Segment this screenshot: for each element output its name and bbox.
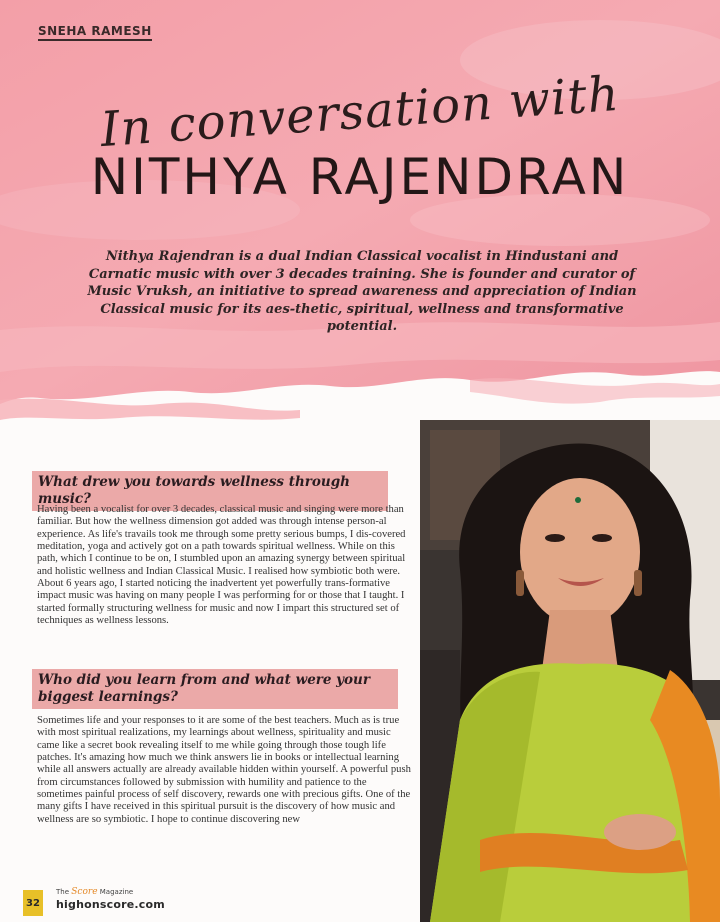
magazine-prefix: The: [56, 888, 70, 896]
answer-paragraph-1: Having been a vocalist for over 3 decades, classical music and singing were more than familiar. But how the wellness dimension got added was through intense person-al experience. As life's travails took me through some pretty serious bumps, I dis-covered meditation, yoga and actively got on a path towards spiritual wellness. While on this path, which I continue to be on, I stumbled upon an amazing synergy between spiritual and holistic wellness and Indian Classical Music. I realised how symbiotic both were. About 6 years ago, I started noticing the inadvertent yet powerfully trans-formative impact music was having on many people I was performing for or those that I taught. I started formally structuring wellness for music and now I impart this structured set of techniques as wellness lessons.: [37, 504, 406, 627]
website-link[interactable]: highonscore.com: [56, 898, 165, 911]
page-title: NITHYA RAJENDRAN: [90, 148, 630, 206]
byline: SNEHA RAMESH: [38, 24, 152, 41]
portrait-photo: [420, 420, 720, 922]
magazine-name: [56, 887, 133, 897]
title-script-line: In conversation with: [98, 65, 622, 159]
magazine-brand: Score: [71, 887, 98, 897]
answer-paragraph-2: Sometimes life and your responses to it are some of the best teachers. Much as is true with most spiritual realizations, my learnings about wellness, spirituality and music came like a secret book revealing itself to me while going through those tough life patches. It's amazing how much we think answers lie in books or intellectual learning while all answers actually are already available hidden within yourself. A powerful push from circumstances followed by submission with humility and patience to the sometimes painful process of self discovery, rewards one with precious gifts. One of the many gifts I have received in this spiritual pursuit is the discovery of how music and wellness are so symbiotic. I hope to continue discovering new: [37, 715, 411, 825]
magazine-suffix: Magazine: [99, 888, 134, 896]
page-number: 32: [23, 890, 43, 916]
intro-paragraph: Nithya Rajendran is a dual Indian Classical vocalist in Hindustani and Carnatic music with over 3 decades training. She is founder and curator of Music Vruksh, an initiative to spread awareness and appreciation of Indian Classical music for its aes-thetic, spiritual, wellness and transformative potential.: [87, 249, 637, 334]
question-heading-2: Who did you learn from and what were your biggest learnings?: [32, 669, 398, 709]
question-heading-1: What drew you towards wellness through music?: [32, 471, 388, 511]
